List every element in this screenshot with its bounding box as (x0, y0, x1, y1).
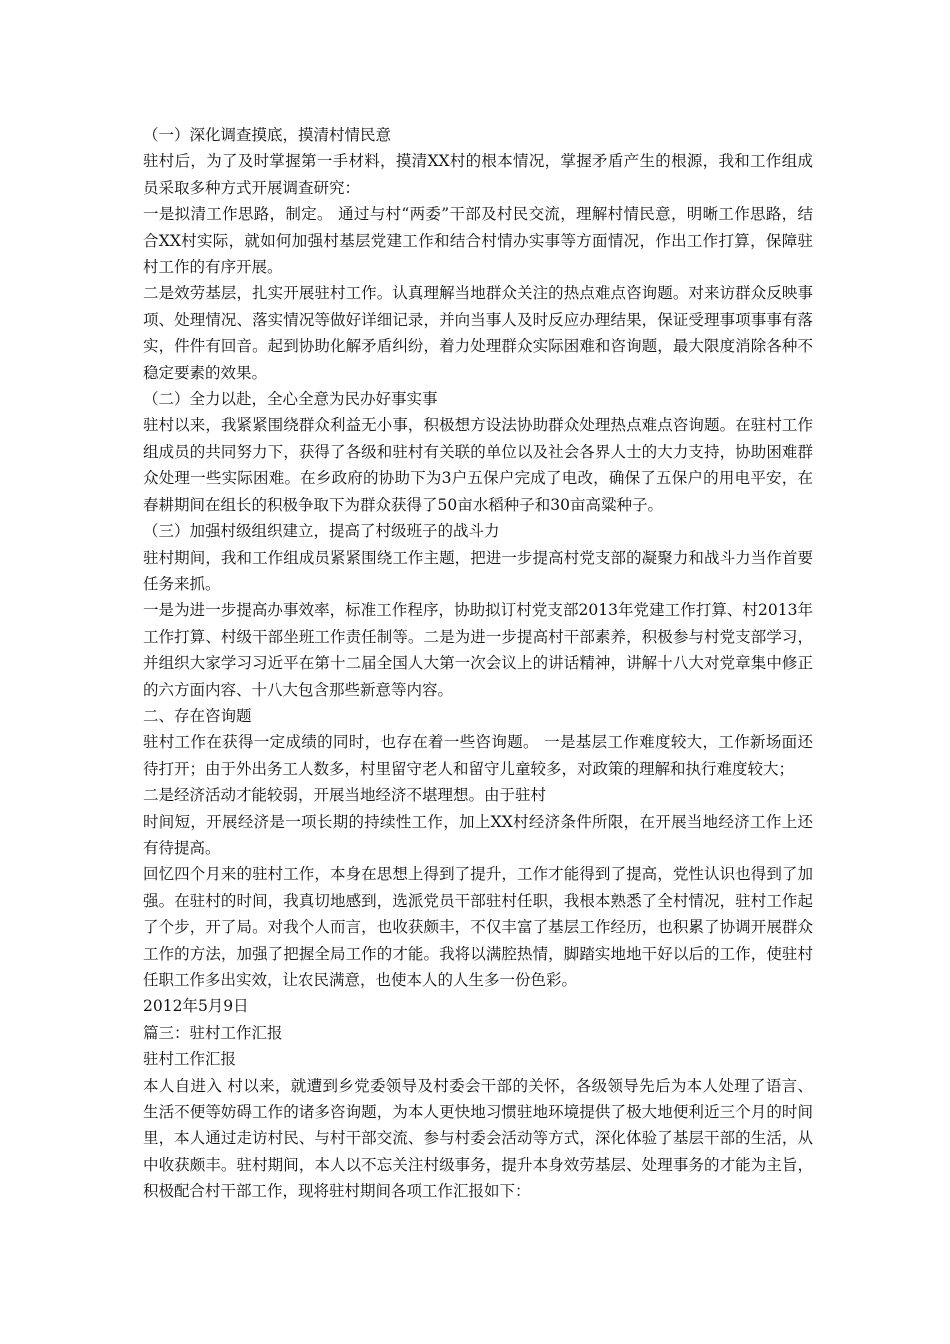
chapter-title: 篇三：驻村工作汇报 (143, 1023, 283, 1042)
report-title: 驻村工作汇报 (143, 1050, 237, 1069)
paragraph: 驻村工作在获得一定成绩的同时，也存在着一些咨询题。 一是基层工作难度较大，工作新场面还待打开；由于外出务工人数多，村里留守老人和留守儿童较多，对政策的理解和执行难度较大； (143, 733, 813, 778)
paragraph: 本人自进入 村以来，就遭到乡党委领导及村委会干部的关怀，各级领导先后为本人处理了语言、生活不便等妨碍工作的诸多咨询题，为本人更快地习惯驻地环境提供了极大地便利近三个月的时间里，本人通过走访村民、与村干部交流、参与村委会活动等方式，深化体验了基层干部的生活，从中收获颇丰。驻村期间，本人以不忘关注村级事务，提升本身效劳基层、处理事务的才能为主旨，积极配合村干部工作，现将驻村期间各项工作汇报如下： (143, 1076, 813, 1201)
paragraph: 时间短，开展经济是一项长期的持续性工作，加上XX村经济条件所限，在开展当地经济工作上还有待提高。 (143, 812, 813, 857)
paragraph: 一是拟清工作思路，制定。 通过与村“两委”干部及村民交流，理解村情民意，明晰工作思路，结合XX村实际，就如何加强村基层党建工作和结合村情办实事等方面情况，作出工作打算，保障驻村工作的有序开展。 (143, 205, 813, 277)
section-heading-1: （一）深化调查摸底，摸清村情民意 (143, 126, 392, 144)
paragraph: 驻村后，为了及时掌握第一手材料，摸清XX村的根本情况，掌握矛盾产生的根源，我和工作组成员采取多种方式开展调查研究： (143, 152, 813, 197)
paragraph: 驻村以来，我紧紧围绕群众利益无小事，积极想方设法协助群众处理热点难点咨询题。在驻村工作组成员的共同努力下，获得了各级和驻村有关联的单位以及社会各界人士的大力支持，协助困难群众处理一些实际困难。在乡政府的协助下为3户五保户完成了电改，确保了五保户的用电平安，在春耕期间在组长的积极争取下为群众获得了50亩水稻种子和30亩高粱种子。 (143, 416, 813, 514)
section-heading-2: （二）全力以赴，全心全意为民办好事实事 (143, 390, 438, 409)
section-heading-3: （三）加强村级组织建立，提高了村级班子的战斗力 (143, 522, 500, 541)
paragraph: 回忆四个月来的驻村工作，本身在思想上得到了提升，工作才能得到了提高，党性认识也得到了加强。在驻村的时间，我真切地感到，选派党员干部驻村任职，我根本熟悉了全村情况，驻村工作起了个步，开了局。对我个人而言，也收获颇丰，不仅丰富了基层工作经历，也积累了协调开展群众工作的方法，加强了把握全局工作的才能。我将以满腔热情，脚踏实地地干好以后的工作，使驻村任职工作多出实效，让农民满意，也使本人的人生多一份色彩。 (143, 865, 813, 989)
document-body (143, 122, 813, 1205)
date-line: 2012年5月9日 (143, 997, 249, 1016)
paragraph: 驻村期间，我和工作组成员紧紧围绕工作主题，把进一步提高村党支部的凝聚力和战斗力当作首要任务来抓。 (143, 548, 813, 593)
section-heading-issues: 二、存在咨询题 (143, 706, 252, 725)
paragraph: 二是经济活动才能较弱，开展当地经济不堪理想。由于驻村 (143, 786, 547, 805)
paragraph: 二是效劳基层，扎实开展驻村工作。认真理解当地群众关注的热点难点咨询题。对来访群众反映事项、处理情况、落实情况等做好详细记录，并向当事人及时反应办理结果，保证受理事项事事有落实，件件有回音。起到协助化解矛盾纠纷，着力处理群众实际困难和咨询题，最大限度消除各种不稳定要素的效果。 (143, 284, 813, 382)
paragraph: 一是为进一步提高办事效率，标准工作程序，协助拟订村党支部2013年党建工作打算、村2013年工作打算、村级干部坐班工作责任制等。二是为进一步提高村干部素养，积极参与村党支部学习，并组织大家学习习近平在第十二届全国人大第一次会议上的讲话精神，讲解十八大对党章集中修正的六方面内容、十八大包含那些新意等内容。 (143, 601, 813, 699)
